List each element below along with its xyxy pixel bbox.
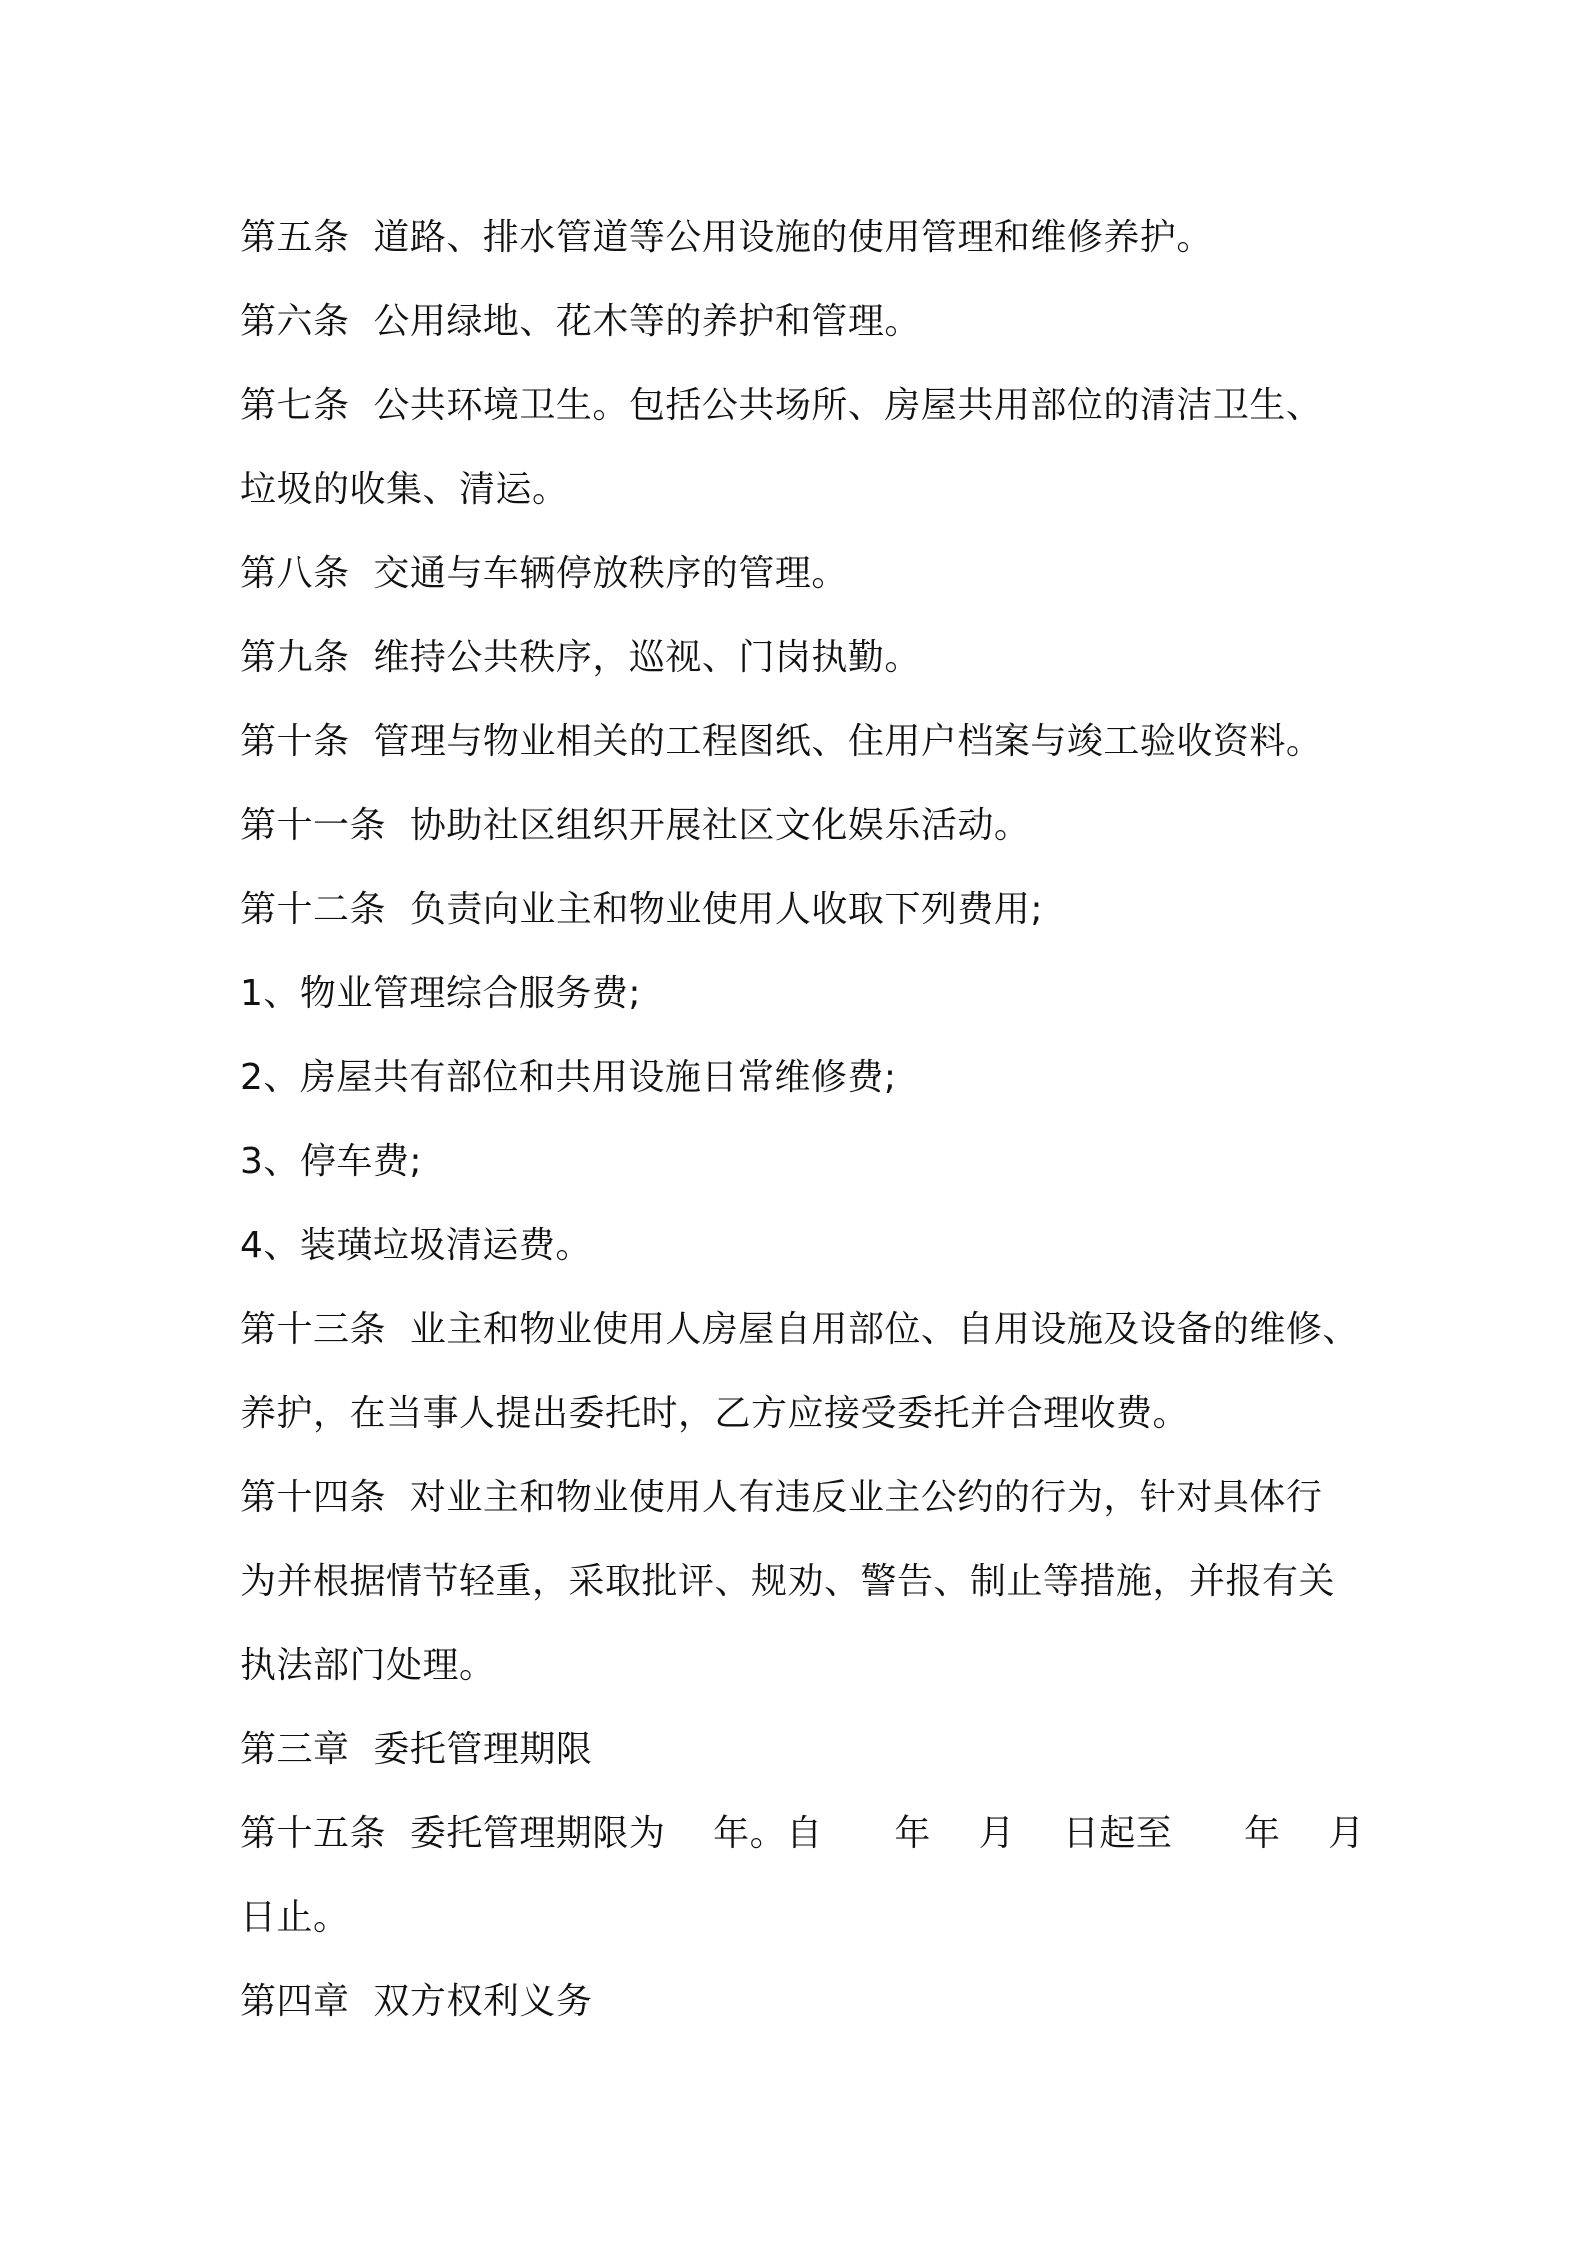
article-6: 第六条 公用绿地、花木等的养护和管理。 [240, 301, 921, 342]
article-15: 第十五条 委托管理期限为 年。自 年 月 日起至 年 月 [240, 1813, 1365, 1854]
article-7-continued: 垃圾的收集、清运。 [240, 469, 569, 510]
article-12: 第十二条 负责向业主和物业使用人收取下列费用; [240, 889, 1044, 930]
article-5: 第五条 道路、排水管道等公用设施的使用管理和维修养护。 [240, 217, 1213, 258]
fee-item-2: 2、房屋共有部位和共用设施日常维修费; [240, 1057, 897, 1098]
article-8: 第八条 交通与车辆停放秩序的管理。 [240, 553, 848, 594]
article-13-continued: 养护，在当事人提出委托时，乙方应接受委托并合理收费。 [240, 1393, 1190, 1434]
article-14-continued-1: 为并根据情节轻重，采取批评、规劝、警告、制止等措施，并报有关 [240, 1561, 1336, 1602]
fee-item-3: 3、停车费; [240, 1141, 423, 1182]
fee-item-4: 4、装璜垃圾清运费。 [240, 1225, 592, 1266]
article-10: 第十条 管理与物业相关的工程图纸、住用户档案与竣工验收资料。 [240, 721, 1323, 762]
article-13: 第十三条 业主和物业使用人房屋自用部位、自用设施及设备的维修、 [240, 1309, 1359, 1350]
chapter-3-heading: 第三章 委托管理期限 [240, 1729, 593, 1770]
article-15-continued: 日止。 [240, 1897, 350, 1938]
document-body [240, 196, 1370, 2044]
article-9: 第九条 维持公共秩序，巡视、门岗执勤。 [240, 637, 921, 678]
article-11: 第十一条 协助社区组织开展社区文化娱乐活动。 [240, 805, 1031, 846]
article-14-continued-2: 执法部门处理。 [240, 1645, 496, 1686]
fee-item-1: 1、物业管理综合服务费; [240, 973, 642, 1014]
chapter-4-heading: 第四章 双方权利义务 [240, 1981, 593, 2022]
article-14: 第十四条 对业主和物业使用人有违反业主公约的行为，针对具体行 [240, 1477, 1323, 1518]
article-7: 第七条 公共环境卫生。包括公共场所、房屋共用部位的清洁卫生、 [240, 385, 1323, 426]
